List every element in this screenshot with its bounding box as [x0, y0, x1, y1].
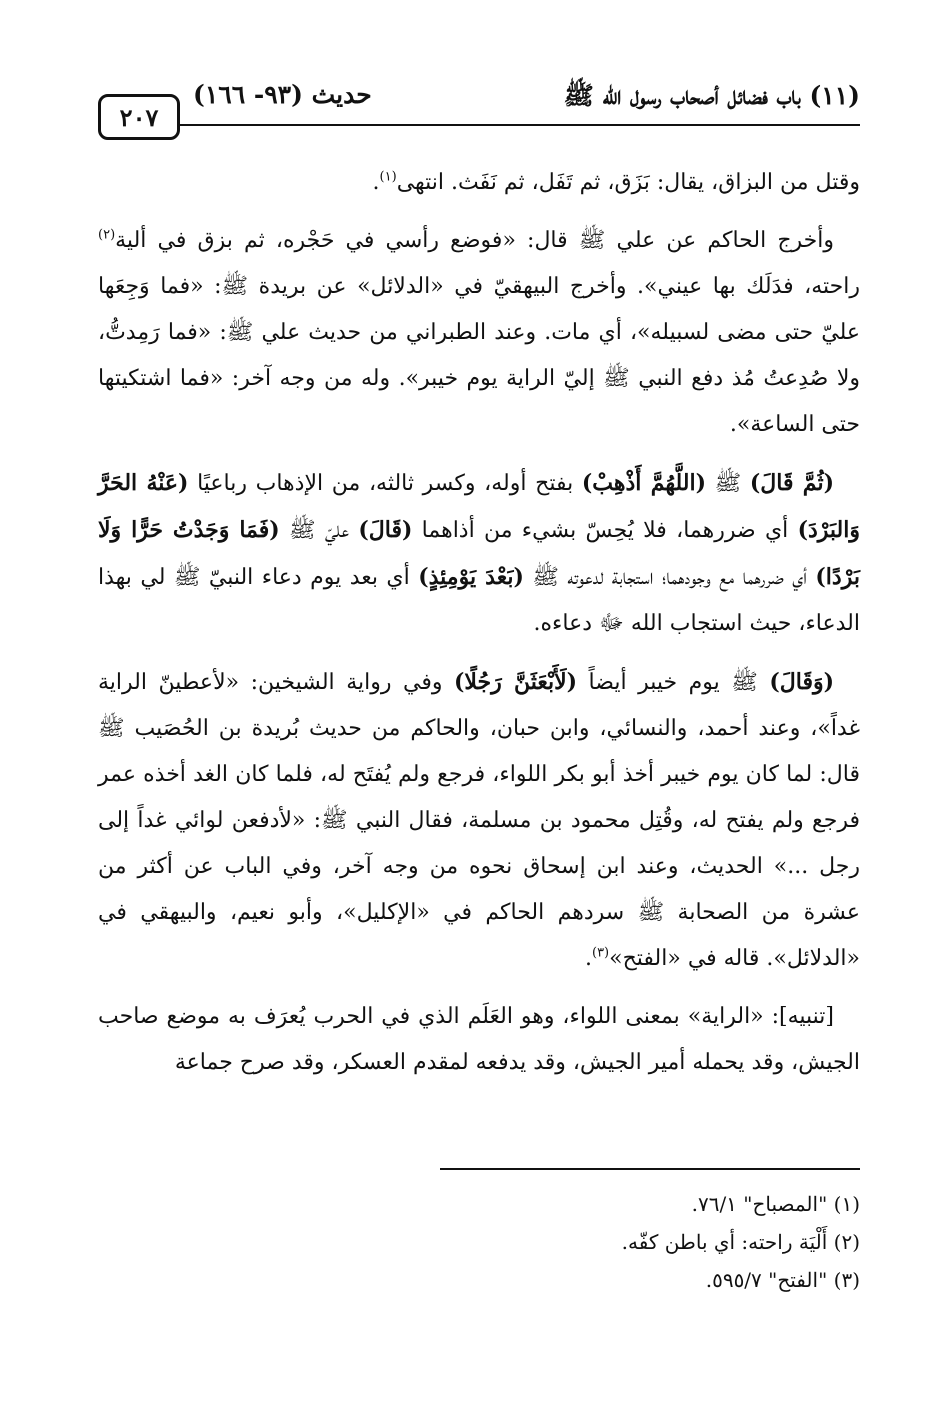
footnote-ref-2: (٢) — [98, 227, 116, 243]
footnote-1: (١) "المصباح" ٧٦/١. — [691, 1192, 860, 1216]
paragraph-2 — [98, 218, 860, 448]
chapter-title: (١١) باب فضائل أصحاب رسول الله ﷺ — [563, 81, 860, 110]
commentary-text: وفي رواية الشيخين: «لأعطينّ الراية غداً»، وعند أحمد، والنسائي، وابن حبان، والحاكم من حديث بُريدة بن الحُصَيب ﷺ قال: لما كان يوم خيبر أخذ أبو بكر اللواء، فرجع ولم يُفتَح له، فلما كان الغد أخذه عمر فرجع ولم يفتح له، وقُتِل محمود بن مسلمة، فقال النبي ﷺ: «لأدفعن لوائي غداً إلى رجل ...» الحديث، وعند ابن إسحاق نحوه من وجه آخر، وفي الباب عن أكثر من عشرة من الصحابة ﷺ سردهم الحاكم في «الإكليل»، وأبو نعيم، والبيهقي في «الدلائل». قاله في «الفتح» — [98, 670, 860, 971]
commentary-text: بفتح أوله، وكسر ثالثه، من الإذهاب رباعيًا — [188, 471, 582, 496]
main-text — [98, 160, 860, 1098]
commentary-text: أي ضررهما مع وجودهما؛ استجابة لدعوته ﷺ — [523, 565, 816, 590]
quoted-text: (لَأَبْعَثَنَّ رَجُلًا) — [454, 669, 578, 695]
commentary-text: ﷺ — [706, 471, 750, 496]
quoted-text: (فَمَا وَجَدْتُ حَرًّا وَلَا بَرْدًا) — [98, 517, 860, 590]
footnote-ref-3: (٣) — [591, 945, 610, 961]
paragraph-3 — [98, 460, 860, 647]
footnote-2: (٢) أَلْيَة راحته: أي باطن كفّه. — [621, 1230, 860, 1254]
page-header — [98, 72, 860, 132]
footnote-ref-1: (١) — [379, 169, 397, 185]
paragraph-1-text: وقتل من البزاق، يقال: بَزَق، ثم تَفَل، ثم نَفَث. انتهى — [396, 170, 860, 195]
paragraph-5-text: [تنبيه]: «الراية» بمعنى اللواء، وهو العَلَم الذي في الحرب يُعرَف به موضع صاحب الجيش، وقد يحمله أمير الجيش، وقد يدفعه لمقدم العسكر، وقد صرح جماعة — [98, 1004, 860, 1075]
paragraph-5 — [98, 994, 860, 1086]
hadith-range: حديث (٩٣- ١٦٦) — [193, 80, 372, 109]
commentary-text: . — [584, 946, 592, 971]
page-number: ٢٠٧ — [98, 94, 180, 140]
quoted-text: (ثُمَّ قَالَ) — [749, 470, 834, 496]
quoted-text: (قَالَ) — [358, 517, 413, 543]
footnote-rule — [440, 1168, 860, 1170]
quoted-text: (بَعْدَ يَوْمِئِذٍ) — [418, 564, 524, 590]
commentary-text: أي بعد يوم دعاء النبيّ ﷺ لي بهذا الدعاء، حيث استجاب الله ﷻ دعاءه. — [98, 565, 860, 636]
commentary-text: أي ضررهما، فلا يُحِسّ بشيء من أذاهما — [412, 518, 798, 543]
quoted-text: (اللَّهُمَّ أَذْهِبْ) — [581, 470, 706, 496]
commentary-text: ﷺ يوم خيبر أيضاً — [577, 670, 770, 695]
quoted-text: (وَقَالَ) — [769, 669, 835, 695]
footnotes — [98, 1185, 860, 1299]
header-rule — [98, 124, 860, 126]
paragraph-4 — [98, 659, 860, 982]
paragraph-1: وقتل من البزاق، يقال: بَزَق، ثم تَفَل، ثم نَفَث. انتهى$^{(١)}$. — [372, 169, 860, 195]
quoted-text: (عَنْهُ الحَرَّ وَالبَرْدَ) — [98, 470, 860, 543]
footnote-3: (٣) "الفتح" ٥٩٥/٧. — [705, 1268, 860, 1292]
paragraph-2-text-b: راحته، فدَلَك بها عيني». وأخرج البيهقيّ في «الدلائل» عن بريدة ﷺ: «فما وَجِعَها عليّ حتى مضى لسبيله»، أي مات. وعند الطبراني من حديث علي ﷺ: «فما رَمِدتُّ، ولا صُدِعتُ مُذ دفع النبي ﷺ إليّ الراية يوم خيبر». وله من وجه آخر: «فما اشتكيتها حتى الساعة». — [98, 274, 861, 437]
commentary-text: عليّ ﷺ — [279, 518, 359, 543]
paragraph-2-text-a: وأخرج الحاكم عن علي ﷺ قال: «فوضع رأسي في حَجْره، ثم بزق في ألية — [115, 228, 834, 253]
